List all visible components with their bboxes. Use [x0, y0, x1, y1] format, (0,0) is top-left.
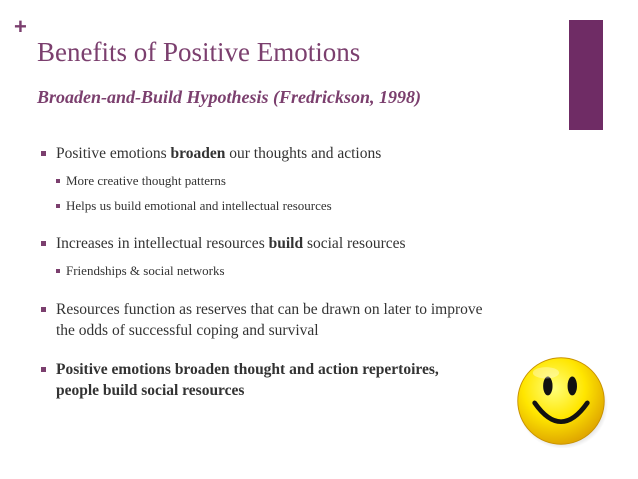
bullet-text: Positive emotions	[56, 145, 171, 162]
sub-bullet-creative: More creative thought patterns	[66, 173, 226, 188]
bullet-text: social resources	[303, 235, 406, 252]
bullet-bold-text: build	[268, 235, 304, 252]
bullet-reserves-line2: the odds of successful coping and survival	[56, 322, 319, 339]
plus-marker: +	[14, 14, 27, 39]
sub-bullet-marker	[56, 269, 60, 273]
bullet-marker	[41, 151, 46, 156]
bullet-reserves-line1: Resources function as reserves that can be drawn on later to improve	[56, 301, 483, 318]
smiley-face-icon	[514, 354, 608, 448]
sub-bullet-friendships: Friendships & social networks	[66, 263, 225, 278]
slide-subtitle: Broaden-and-Build Hypothesis (Fredrickson, 1998)	[37, 87, 422, 107]
bullet-summary-line2: people build social resources	[56, 382, 245, 399]
bullet-text: Increases in intellectual resources	[56, 235, 269, 252]
bullet-marker	[41, 241, 46, 246]
bullet-marker	[41, 307, 46, 312]
sub-bullet-marker	[56, 179, 60, 183]
bullet-build	[56, 234, 406, 254]
bullet-text: our thoughts and actions	[225, 145, 382, 162]
sub-bullet-resources: Helps us build emotional and intellectual resources	[66, 198, 332, 213]
bullet-summary-line1: Positive emotions broaden thought and action repertoires,	[56, 361, 439, 378]
slide-title: Benefits of Positive Emotions	[37, 37, 361, 67]
sub-bullet-marker	[56, 204, 60, 208]
bullet-broaden	[56, 144, 381, 164]
bullet-marker	[41, 367, 46, 372]
bullet-bold-text: broaden	[170, 145, 226, 162]
accent-bar	[569, 20, 603, 130]
